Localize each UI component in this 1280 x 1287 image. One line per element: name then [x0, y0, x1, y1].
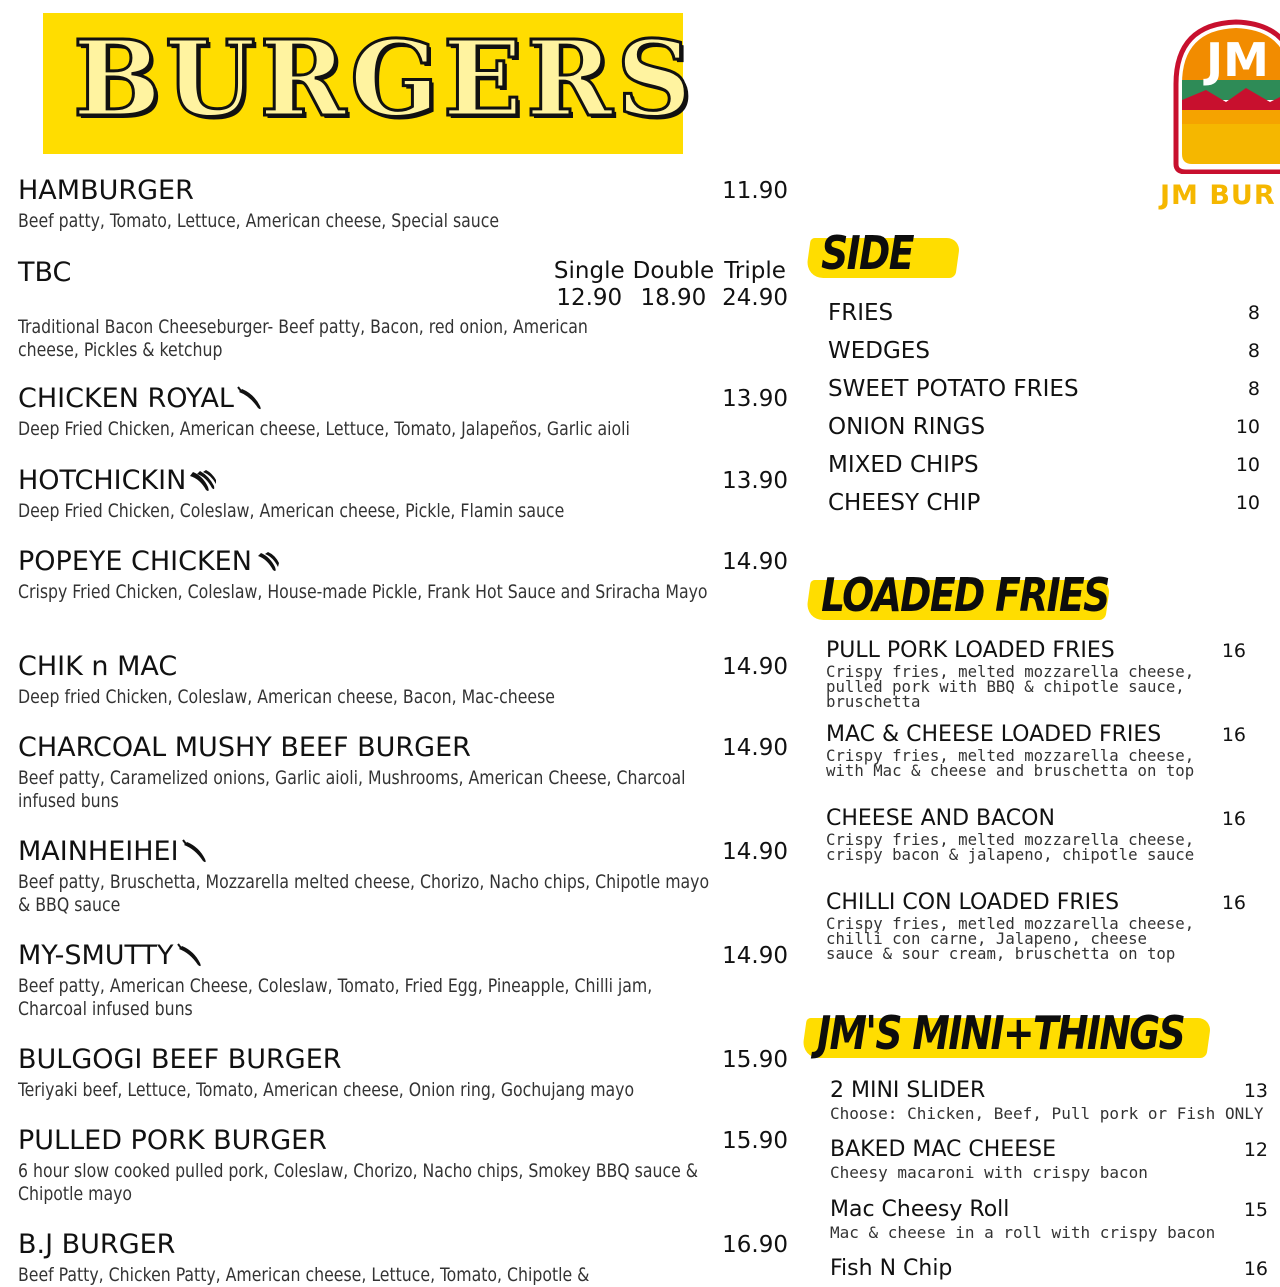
item-name: Fish N Chip: [830, 1256, 953, 1281]
item-description: Cheesy macaroni with crispy bacon: [830, 1163, 1148, 1182]
mini-item: [830, 1137, 1268, 1183]
side-item: [828, 298, 1260, 328]
logo-text: JM BUR: [1160, 180, 1276, 211]
menu-item: [18, 837, 788, 917]
item-description: Deep Fried Chicken, American cheese, Lettuce, Tomato, Jalapeños, Garlic aioli: [18, 418, 630, 440]
item-price: 13.90: [722, 468, 788, 494]
loaded-fries-item: [826, 890, 1246, 961]
side-name: WEDGES: [828, 338, 930, 364]
item-description: Mac & cheese in a roll with crispy bacon: [830, 1223, 1216, 1242]
menu-item: [18, 941, 788, 1021]
item-description: Beef patty, American Cheese, Coleslaw, Tomato, Fried Egg, Pineapple, Chilli jam, Charcoal infused buns: [18, 975, 653, 1020]
item-description: Beef patty, Bruschetta, Mozzarella melted cheese, Chorizo, Nacho chips, Chipotle mayo & BBQ sauce: [18, 871, 710, 916]
menu-item: [18, 466, 788, 523]
item-price: 15: [1243, 1199, 1268, 1221]
item-name: MY-SMUTTY: [18, 940, 174, 971]
side-name: CHEESY CHIP: [828, 490, 981, 516]
item-name: Mac Cheesy Roll: [830, 1197, 1010, 1222]
menu-item: [18, 258, 788, 362]
size-price-grid: [554, 258, 788, 312]
section-title: LOADED FRIES: [821, 568, 1109, 622]
menu-item: [18, 1045, 788, 1102]
item-price: 16: [1221, 808, 1246, 830]
item-price: 16.90: [722, 1232, 788, 1258]
side-price: 8: [1247, 378, 1260, 400]
item-name: PULLED PORK BURGER: [18, 1125, 327, 1156]
side-item: [828, 450, 1260, 480]
jm-burger-logo: [1166, 14, 1280, 174]
side-price: 8: [1247, 340, 1260, 362]
chili-pepper-icon: [176, 943, 206, 969]
size-label: Triple: [724, 258, 786, 284]
item-name: MAC & CHEESE LOADED FRIES: [826, 722, 1162, 747]
chili-pepper-icon: [236, 386, 266, 412]
item-name: HOTCHICKIN: [18, 465, 187, 496]
item-price: 11.90: [722, 178, 788, 204]
chili-pepper-icon: [181, 839, 211, 865]
item-name: POPEYE CHICKEN: [18, 546, 252, 577]
side-price: 8: [1247, 302, 1260, 324]
item-price: 15.90: [722, 1047, 788, 1073]
menu-item: [18, 384, 788, 441]
size-label: Single: [553, 258, 625, 284]
item-name-row: [18, 384, 788, 414]
item-price: 16: [1221, 892, 1246, 914]
item-description: Deep fried Chicken, Coleslaw, American cheese, Bacon, Mac-cheese: [18, 686, 555, 708]
item-price: 12: [1243, 1139, 1268, 1161]
item-price: 14.90: [722, 839, 788, 865]
item-name: CHILLI CON LOADED FRIES: [826, 890, 1120, 915]
side-name: ONION RINGS: [828, 414, 986, 440]
side-item: [828, 488, 1260, 518]
menu-item: [18, 733, 788, 813]
item-price: 13: [1243, 1080, 1268, 1102]
item-price: 13.90: [722, 386, 788, 412]
item-name: B.J BURGER: [18, 1229, 176, 1260]
side-name: SWEET POTATO FRIES: [828, 376, 1079, 402]
item-price: 15.90: [722, 1128, 788, 1154]
side-price: 10: [1235, 454, 1260, 476]
item-price: 16: [1221, 640, 1246, 662]
item-description: Crispy fries, melted mozzarella cheese, crispy bacon & jalapeno, chipotle sauce: [826, 830, 1195, 864]
item-price: 16: [1221, 724, 1246, 746]
size-price: 12.90: [556, 285, 623, 311]
page-title: BURGERS: [73, 17, 696, 140]
menu-item: [18, 176, 788, 233]
section-header-loaded-fries: [808, 568, 1175, 622]
side-name: MIXED CHIPS: [828, 452, 979, 478]
item-price: 14.90: [722, 735, 788, 761]
item-name: CHARCOAL MUSHY BEEF BURGER: [18, 732, 471, 763]
loaded-fries-item: [826, 722, 1246, 778]
item-description: Deep Fried Chicken, Coleslaw, American cheese, Pickle, Flamin sauce: [18, 500, 565, 522]
item-description: Traditional Bacon Cheeseburger- Beef patty, Bacon, red onion, American cheese, Pickles & ketchup: [18, 316, 588, 361]
item-name-row: [18, 466, 788, 496]
menu-item: [18, 1230, 788, 1287]
menu-item: [18, 1126, 788, 1206]
item-price: 14.90: [722, 654, 788, 680]
menu-item: [18, 652, 788, 709]
item-name: CHIK n MAC: [18, 651, 178, 682]
item-name: HAMBURGER: [18, 175, 194, 206]
item-description: Beef Patty, Chicken Patty, American cheese, Lettuce, Tomato, Chipotle &: [18, 1264, 590, 1286]
item-description: Crispy fries, metled mozzarella cheese, chilli con carne, Jalapeno, cheese sauce & sour cream, bruschetta on top: [826, 914, 1195, 963]
chili-pepper-icon: [188, 468, 218, 494]
item-name-row: [18, 941, 788, 971]
side-price: 10: [1235, 416, 1260, 438]
loaded-fries-item: [826, 638, 1246, 709]
item-price: 14.90: [722, 549, 788, 575]
item-price: 14.90: [722, 943, 788, 969]
section-header-side: [808, 226, 936, 280]
size-price: 18.90: [640, 285, 707, 311]
item-name: 2 MINI SLIDER: [830, 1078, 986, 1103]
loaded-fries-item: [826, 806, 1246, 862]
item-description: Beef patty, Tomato, Lettuce, American cheese, Special sauce: [18, 210, 500, 232]
side-item: [828, 336, 1260, 366]
item-description: Teriyaki beef, Lettuce, Tomato, American cheese, Onion ring, Gochujang mayo: [18, 1079, 635, 1101]
mini-item: [830, 1078, 1268, 1124]
item-name-row: [18, 547, 788, 577]
item-description: Crispy Fried Chicken, Coleslaw, House-made Pickle, Frank Hot Sauce and Sriracha Mayo: [18, 581, 708, 603]
item-description: Crispy fries, melted mozzarella cheese, pulled pork with BBQ & chipotle sauce, bruschetta: [826, 662, 1195, 711]
item-description: Crispy fries, melted mozzarella cheese, with Mac & cheese and bruschetta on top: [826, 746, 1195, 780]
side-item: [828, 374, 1260, 404]
section-title: JM'S MINI+THINGS: [817, 1006, 1185, 1060]
svg-text:JM: JM: [1206, 33, 1269, 87]
section-title: SIDE: [821, 226, 913, 280]
item-name: CHICKEN ROYAL: [18, 383, 234, 414]
size-label: Double: [632, 258, 715, 284]
item-name: CHEESE AND BACON: [826, 806, 1055, 831]
size-price: 24.90: [722, 285, 788, 311]
mini-item: [830, 1256, 1268, 1282]
side-item: [828, 412, 1260, 442]
item-name-row: [18, 837, 788, 867]
mini-item: [830, 1197, 1268, 1243]
menu-item: [18, 547, 788, 604]
side-name: FRIES: [828, 300, 894, 326]
item-description: Choose: Chicken, Beef, Pull pork or Fish ONLY: [830, 1104, 1264, 1123]
section-header-mini-things: [804, 1006, 1268, 1060]
item-price: 16: [1243, 1258, 1268, 1280]
item-name: PULL PORK LOADED FRIES: [826, 638, 1115, 663]
title-banner: [43, 13, 696, 154]
item-description: 6 hour slow cooked pulled pork, Coleslaw, Chorizo, Nacho chips, Smokey BBQ sauce & Chipotle mayo: [18, 1160, 699, 1205]
chili-pepper-icon: [254, 549, 284, 575]
item-name: MAINHEIHEI: [18, 836, 179, 867]
item-name: TBC: [18, 257, 72, 288]
item-description: Beef patty, Caramelized onions, Garlic aioli, Mushrooms, American Cheese, Charcoal infused buns: [18, 767, 686, 812]
side-price: 10: [1235, 492, 1260, 514]
item-name: BAKED MAC CHEESE: [830, 1137, 1056, 1162]
item-name: BULGOGI BEEF BURGER: [18, 1044, 342, 1075]
